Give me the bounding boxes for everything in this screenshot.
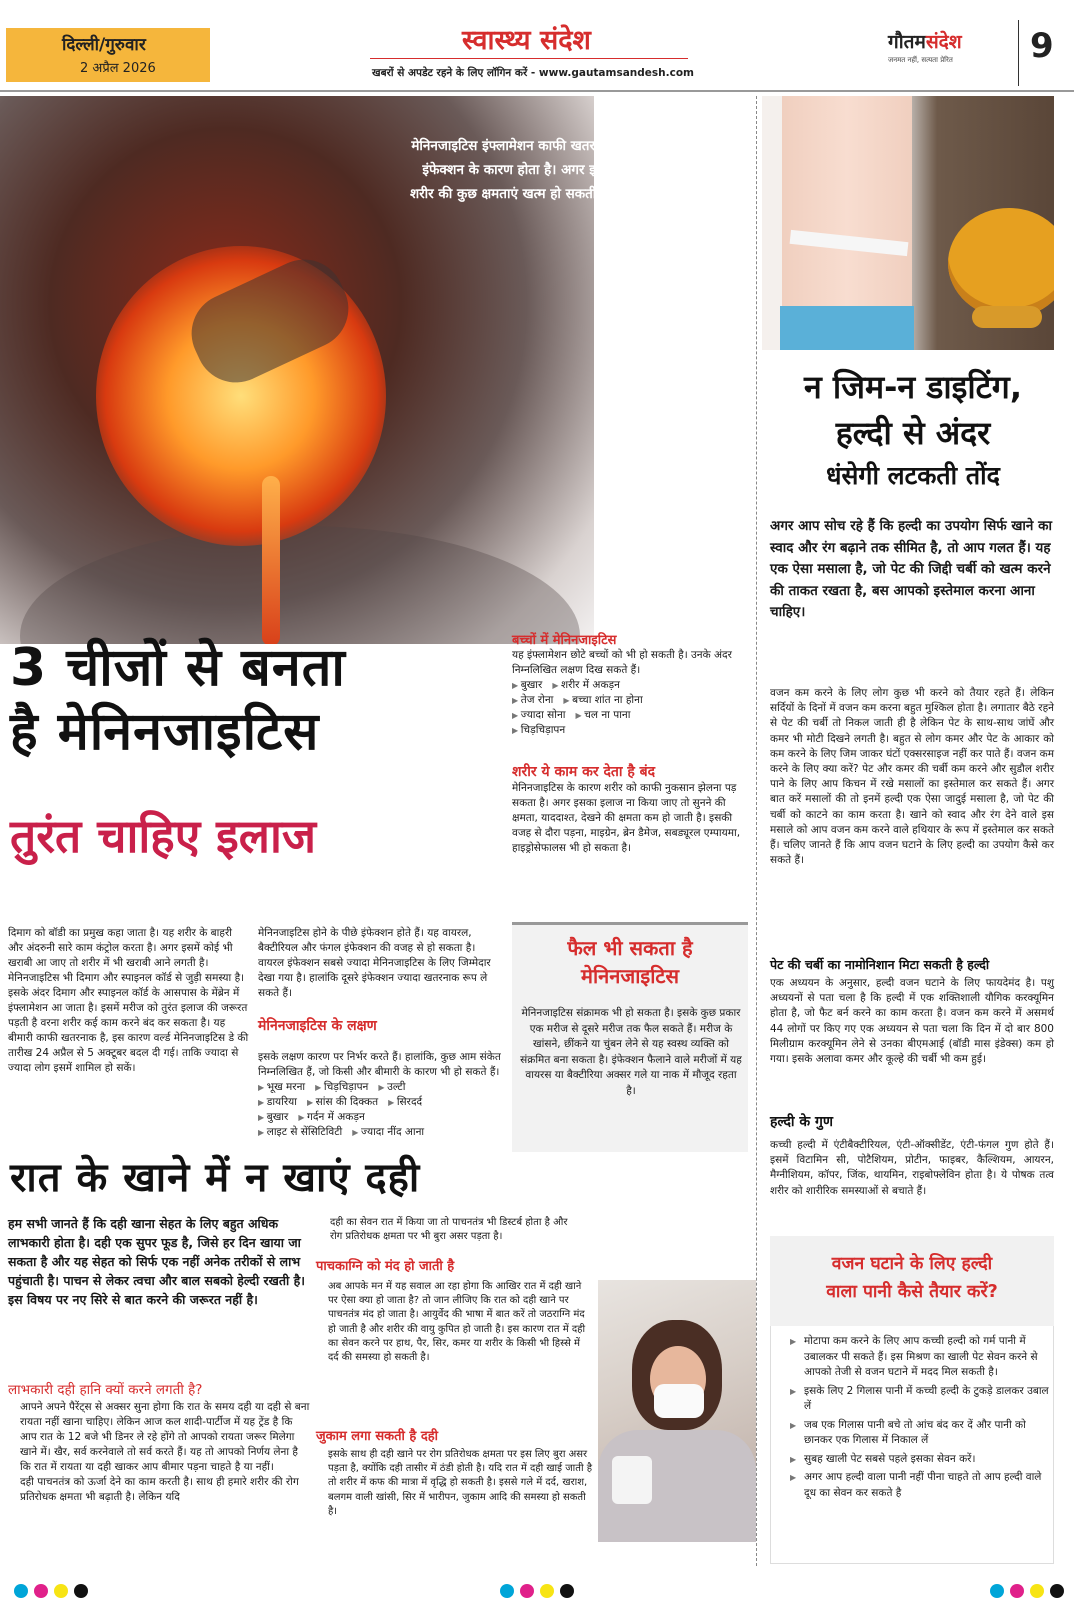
turmeric-headline-line2: हल्दी से अंदर xyxy=(835,414,991,452)
spread-text: मेनिनजाइटिस संक्रामक भी हो सकता है। इसके कुछ प्रकार एक मरीज से दूसरे मरीज तक फैल सकते हैं। मरीज के खांसने, छींकने या चुंबन लेने से यह स्वस्थ व्यक्ति को संक्रमित बना सकता है। इंफेक्शन फैलाने वाले मरीजों में यह वायरस या बैक्टीरिया अक्सर गले या नाक में मौजूद रहता है। xyxy=(520,1007,742,1097)
symptoms-section xyxy=(258,1050,506,1140)
curd-sub3: जुकाम लगा सकती है दही xyxy=(316,1429,438,1444)
page-number: 9 xyxy=(1030,26,1054,66)
kids-item: ▶ बच्चा शांत ना होना xyxy=(563,693,642,708)
turmeric-bowl-shape xyxy=(948,208,1054,318)
section-title: स्वास्थ्य संदेश xyxy=(462,25,591,56)
shoulder-shape xyxy=(20,526,580,644)
pants-shape xyxy=(780,306,914,350)
logo-part1: गौतम xyxy=(888,31,926,53)
kids-item: ▶ चिड़चिड़ापन xyxy=(512,723,565,738)
newspaper-logo xyxy=(888,28,962,54)
kids-text: यह इंफ्लामेशन छोटे बच्चों को भी हो सकती है। उनके अंदर निम्नलिखित लक्षण दिख सकते हैं। xyxy=(512,649,732,676)
date-box xyxy=(6,28,210,82)
magenta-mark xyxy=(34,1584,48,1598)
magenta-mark xyxy=(1010,1584,1024,1598)
yellow-mark xyxy=(540,1584,554,1598)
turmeric-body2: एक अध्ययन के अनुसार, हल्दी वजन घटाने के लिए फायदेमंद है। पशु अध्ययनों से पता चला है कि हल्दी में एक शक्तिशाली यौगिक करक्यूमिन होता है, जो फैट बर्न करने का काम करता है। वजन कम करने में असमर्थ 44 लोगों पर किए गए एक अध्ययन से पता चला कि दिन में दो बार 800 मिलीग्राम करक्यूमिन लेने से उनका बीएमआई (बॉडी मास इंडेक्स) कम हो गया। इसके अलावा कमर और कूल्हे की चर्बी भी कम हुई। xyxy=(770,977,1054,1066)
headline-line1: 3 चीजों से बनता xyxy=(10,638,346,698)
turmeric-body: वजन कम करने के लिए लोग कुछ भी करने को तैयार रहते हैं। लेकिन सर्दियों के दिनों में वजन कम करना बहुत मुश्किल होता है। लगातार बैठे रहने से पेट की चर्बी तो निकल जाती ही है लेकिन पेट के साथ-साथ जांघें और कमर भी मोटी दिखने लगती है। बहुत से लोग कमर और पेट के आकार को कम करने के लिए जिम जाकर घंटों एक्सरसाइज नहीं कर पाते हैं। वजन कम करने के लिए क्या करें? पेट और कमर की चर्बी कम करने और सुडौल शरीर पाने के लिए आप किचन में रखे मसालों का इस्तेमाल कर सकते हैं। अगर बात करें मसालों की तो इनमें हल्दी एक ऐसा जादुई मसाला है, जो पेट की चर्बी को काटने का काम करता है। खाने को स्वाद और रंग देने वाले इस मसाले को आप वजन कम करने वाले हथियार के रूप में इस्तेमाल कर सकते हैं। चलिए जानते हैं कि आप वजन घटाने के लिए हल्दी का उपयोग कैसे कर सकते हैं। xyxy=(770,687,1054,867)
spread-title xyxy=(512,934,748,990)
meningitis-subheadline: तुरंत चाहिए इलाज xyxy=(10,809,317,863)
yellow-mark xyxy=(1030,1584,1044,1598)
curd-sub2: पाचकाग्नि को मंद हो जाती है xyxy=(316,1259,455,1274)
body-stop-title: शरीर ये काम कर देता है बंद xyxy=(512,764,656,780)
symptom-item: ▶ उल्टी xyxy=(378,1080,405,1095)
symptoms-row2 xyxy=(258,1095,506,1110)
symptom-item: ▶ लाइट से सेंसिटिविटी xyxy=(258,1125,342,1140)
kids-row4 xyxy=(512,723,746,738)
symptom-item: ▶ डायरिया xyxy=(258,1095,297,1110)
symptoms-row1 xyxy=(258,1080,506,1095)
turmeric-body3: कच्ची हल्दी में एंटीबैक्टीरियल, एंटी-ऑक्सीडेंट, एंटी-फंगल गुण होते हैं। इसमें विटामिन सी, पोटैशियम, प्रोटीन, फाइबर, कैल्शियम, आयरन, मैग्नीशियम, कॉपर, जिंक, थायमिन, राइबोफ्लेविन होता है। ये पोषक तत्व शरीर को शारीरिक समस्याओं से बचाते हैं। xyxy=(770,1139,1054,1197)
cyan-mark xyxy=(14,1584,28,1598)
water-title xyxy=(776,1250,1048,1306)
kids-row1 xyxy=(512,678,746,693)
headline-line2: है मेनिनजाइटिस xyxy=(10,702,320,762)
symptoms-row4 xyxy=(258,1125,506,1140)
turmeric-root-shape xyxy=(972,306,1042,328)
cyan-mark xyxy=(990,1584,1004,1598)
turmeric-headline-line1: न जिम-न डाइटिंग, xyxy=(804,368,1022,406)
kids-item: ▶ ज्यादा सोना xyxy=(512,708,566,723)
curd-intro: हम सभी जानते हैं कि दही खाना सेहत के लिए बहुत अधिक लाभकारी होता है। दही एक सुपर फूड है, जिसे हर दिन खाया जा सकता है और यह सेहत को सिर्फ एक नहीं अनेक तरीकों से लाभ पहुंचाती है। पाचन से लेकर त्वचा और बाल सबको हेल्दी रखती है। इस विषय पर नए सिरे से बात करने की जरूरत नहीं है। xyxy=(8,1216,305,1307)
turmeric-sub2: हल्दी के गुण xyxy=(770,1114,834,1130)
column-divider xyxy=(756,96,757,1566)
section-underline xyxy=(370,58,688,59)
date-line: 2 अप्रैल 2026 xyxy=(80,61,156,76)
body-stop-section xyxy=(512,762,746,856)
water-title-line1: वजन घटाने के लिए हल्दी xyxy=(831,1254,993,1274)
symptom-item: ▶ बुखार xyxy=(258,1110,288,1125)
kids-item: ▶ चल ना पाना xyxy=(576,708,631,723)
symptom-item: ▶ चिड़चिड़ापन xyxy=(315,1080,368,1095)
curd-col2-top: दही का सेवन रात में किया जा तो पाचनतंत्र भी डिस्टर्ब होता है और रोग प्रतिरोधक क्षमता पर भी बुरा असर पड़ता है। xyxy=(330,1217,568,1242)
turmeric-intro: अगर आप सोच रहे हैं कि हल्दी का उपयोग सिर्फ खाने का स्वाद और रंग बढ़ाने तक सीमित है, तो आप गलत हैं। यह एक ऐसा मसाला है, जो पेट की जिद्दी चर्बी को खत्म करने की ताकत रखता है, बस आपको इस्तेमाल करना आना चाहिए। xyxy=(770,518,1052,620)
black-mark xyxy=(74,1584,88,1598)
kids-item: ▶ बुखार xyxy=(512,678,542,693)
curd-headline: रात के खाने में न खाएं दही xyxy=(10,1155,421,1201)
list-item: ▶ अगर आप हल्दी वाला पानी नहीं पीना चाहते तो आप हल्दी वाले दूध का सेवन कर सकते है xyxy=(790,1470,1050,1501)
symptoms-title: मेनिनजाइटिस के लक्षण xyxy=(258,1018,377,1034)
list-item: ▶ मोटापा कम करने के लिए आप कच्ची हल्दी को गर्म पानी में उबालकर पी सकते हैं। इस मिश्रण का खाली पेट सेवन करने से आपको तेजी से वजन घटाने में मदद मिल सकती है। xyxy=(790,1334,1050,1381)
kids-section xyxy=(512,630,746,738)
website-link[interactable]: www.gautamsandesh.com xyxy=(538,67,695,79)
tissue-shape xyxy=(654,1384,704,1418)
symptom-item: ▶ ज्यादा नींद आना xyxy=(352,1125,424,1140)
list-item: ▶ जब एक गिलास पानी बचे तो आंच बंद कर दें और पानी को छानकर एक गिलास में निकाल लें xyxy=(790,1418,1050,1449)
turmeric-headline xyxy=(772,364,1054,456)
water-title-line2: वाला पानी कैसे तैयार करें? xyxy=(826,1282,998,1302)
symptom-item: ▶ भूख मरना xyxy=(258,1080,305,1095)
meningitis-col2: मेनिनजाइटिस होने के पीछे इंफेक्शन होते हैं। यह वायरल, बैक्टीरियल और फंगल इंफेक्शन की वजह से हो सकता है। वायरल इंफेक्शन सबसे ज्यादा मेनिनजाइटिस के लिए जिम्मेदार देखा गया है। हालांकि दूसरे इंफेक्शन ज्यादा खतरनाक रूप ले सकते हैं। xyxy=(258,927,491,999)
symptom-item: ▶ सिरदर्द xyxy=(388,1095,422,1110)
kids-title: बच्चों में मेनिनजाइटिस xyxy=(512,633,617,648)
black-mark xyxy=(560,1584,574,1598)
top-rule xyxy=(0,90,1074,92)
symptoms-row3 xyxy=(258,1110,506,1125)
water-steps xyxy=(790,1334,1050,1504)
cyan-mark xyxy=(500,1584,514,1598)
list-item: ▶ सुबह खाली पेट सबसे पहले इसका सेवन करें। xyxy=(790,1452,1050,1468)
header-tagline xyxy=(372,66,694,80)
turmeric-photo xyxy=(762,96,1054,350)
kids-item: ▶ तेज रोना xyxy=(512,693,553,708)
mug-shape xyxy=(612,1456,652,1504)
meningitis-headline xyxy=(10,636,510,764)
list-item: ▶ इसके लिए 2 गिलास पानी में कच्ची हल्दी के टुकड़े डालकर उबाल लें xyxy=(790,1384,1050,1415)
spine-glow xyxy=(262,476,280,644)
spread-title-line1: फैल भी सकता है xyxy=(567,936,693,960)
tagline-text: खबरों से अपडेट रहने के लिए लॉगिन करें - xyxy=(372,67,539,79)
date-city-day: दिल्ली/गुरुवार xyxy=(62,35,146,55)
kids-item: ▶ शरीर में अकड़न xyxy=(552,678,620,693)
magenta-mark xyxy=(520,1584,534,1598)
curd-sub1: लाभकारी दही हानि क्यों करने लगती है? xyxy=(8,1382,203,1398)
curd-p4: इसके साथ ही दही खाने पर रोग प्रतिरोधक क्षमता पर इस लिए बुरा असर पड़ता है, क्योंकि दही तासीर में ठंडी होती है। यदि रात में दही खाई जाती है तो शरीर में कफ की मात्रा में वृद्धि हो सकती है। इससे गले में दर्द, खराश, बलगम वाली खांसी, सिर में भारीपन, जुकाम आदि की समस्या हो सकती है। xyxy=(328,1449,593,1517)
meningitis-col1: दिमाग को बॉडी का प्रमुख कहा जाता है। यह शरीर के बाहरी और अंदरुनी सारे काम कंट्रोल करता है। अगर इसमें कोई भी खराबी आ जाए तो शरीर में भी खराबी आने लगती है। मेनिनजाइटिस भी दिमाग और स्पाइनल कॉर्ड से जुड़ी समस्या है। इसके अंदर दिमाग और स्पाइनल कॉर्ड के आसपास के मेंब्रेन में इंफ्लामेशन आ जाता है। इसमें मरीज को तुरंत इलाज की जरूरत पड़ती है वरना शरीर कई काम करने बंद कर सकता है। यह बीमारी काफी खतरनाक है, इस कारण वर्ल्ड मेनिनजाइटिस डे की तारीख 24 अप्रैल से 5 अक्टूबर बदल दी गई। ताकि ज्यादा से ज्यादा लोग इसमें शामिल हो सकें। xyxy=(8,927,249,1074)
sneezing-woman-photo xyxy=(598,1280,756,1542)
header-divider xyxy=(1018,20,1019,86)
yellow-mark xyxy=(54,1584,68,1598)
symptom-item: ▶ सांस की दिक्कत xyxy=(307,1095,378,1110)
turmeric-sub1: पेट की चर्बी का नामोनिशान मिटा सकती है हल्दी xyxy=(770,957,990,972)
symptom-item: ▶ गर्दन में अकड़न xyxy=(298,1110,365,1125)
curd-p2: दही पाचनतंत्र को ऊर्जा देने का काम करती है। साथ ही हमारे शरीर की रोग प्रतिरोधक क्षमता भी बढ़ाती है। लेकिन यदि xyxy=(20,1476,299,1503)
turmeric-subheadline: धंसेगी लटकती तोंद xyxy=(826,461,1000,490)
meningitis-intro: मेनिनजाइटिस इंफ्लामेशन काफी खतरनाक साबित हो सकती है। यह इंफेक्शन के कारण होता है। अगर इसका इलाज ना किया जाए तो शरीर की कुछ क्षमताएं खत्म हो सकती हैं। इसलिए इसके लक्षणों को कभी नजरअंदाज ना करें। xyxy=(409,138,740,226)
curd-body1 xyxy=(8,1400,310,1505)
kids-row3 xyxy=(512,708,746,723)
spread-title-line2: मेनिनजाइटिस xyxy=(581,964,679,988)
black-mark xyxy=(1050,1584,1064,1598)
logo-tagline: जनमत नहीं, सत्यता प्रेरित xyxy=(888,56,953,64)
kids-row2 xyxy=(512,693,746,708)
symptoms-text: इसके लक्षण कारण पर निर्भर करते हैं। हालांकि, कुछ आम संकेत निम्नलिखित हैं, जो किसी और बीमारी के कारण भी हो सकते हैं। xyxy=(258,1051,501,1078)
curd-p3: अब आपके मन में यह सवाल आ रहा होगा कि आखिर रात में दही खाने पर ऐसा क्या हो जाता है? तो जान लीजिए कि रात को दही खाने पर पाचनतंत्र मंद हो जाता है। आयुर्वेद की भाषा में बात करें तो जठराग्नि मंद हो जाती है और शरीर की वायु कुपित हो जाती है। इस कारण रात में दही का सेवन करने पर हाथ, पैर, सिर, कमर या शरीर के किसी भी हिस्से में दर्द की समस्या हो सकती है। xyxy=(328,1281,586,1364)
body-stop-text: मेनिनजाइटिस के कारण शरीर को काफी नुकसान झेलना पड़ सकता है। अगर इसका इलाज ना किया जाए तो सुनने की क्षमता, याददाश्त, देखने की क्षमता कम हो जाती है। इसकी वजह से दौरा पड़ना, माइग्रेन, ब्रेन डैमेज, सबड्यूरल एम्पायमा, हाइड्रोसेफालस भी हो सकता है। xyxy=(512,782,741,854)
logo-part2: संदेश xyxy=(925,31,962,53)
curd-p1: आपने अपने पैरेंट्स से अक्सर सुना होगा कि रात के समय दही या दही से बना रायता नहीं खाना चाहिए। लेकिन आज कल शादी-पार्टीज में यह ट्रेंड है कि आप रात के 12 बजे भी डिनर ले रहे होंगे तो आपको रायता जरूर मिलेगा खाने में। खैर, सर्व करनेवाले तो सर्व करते हैं। यह तो आपको निर्णय लेना है कि रात में रायता या दही खाकर आप बीमार पड़ना चाहते है या नहीं। xyxy=(20,1401,310,1473)
